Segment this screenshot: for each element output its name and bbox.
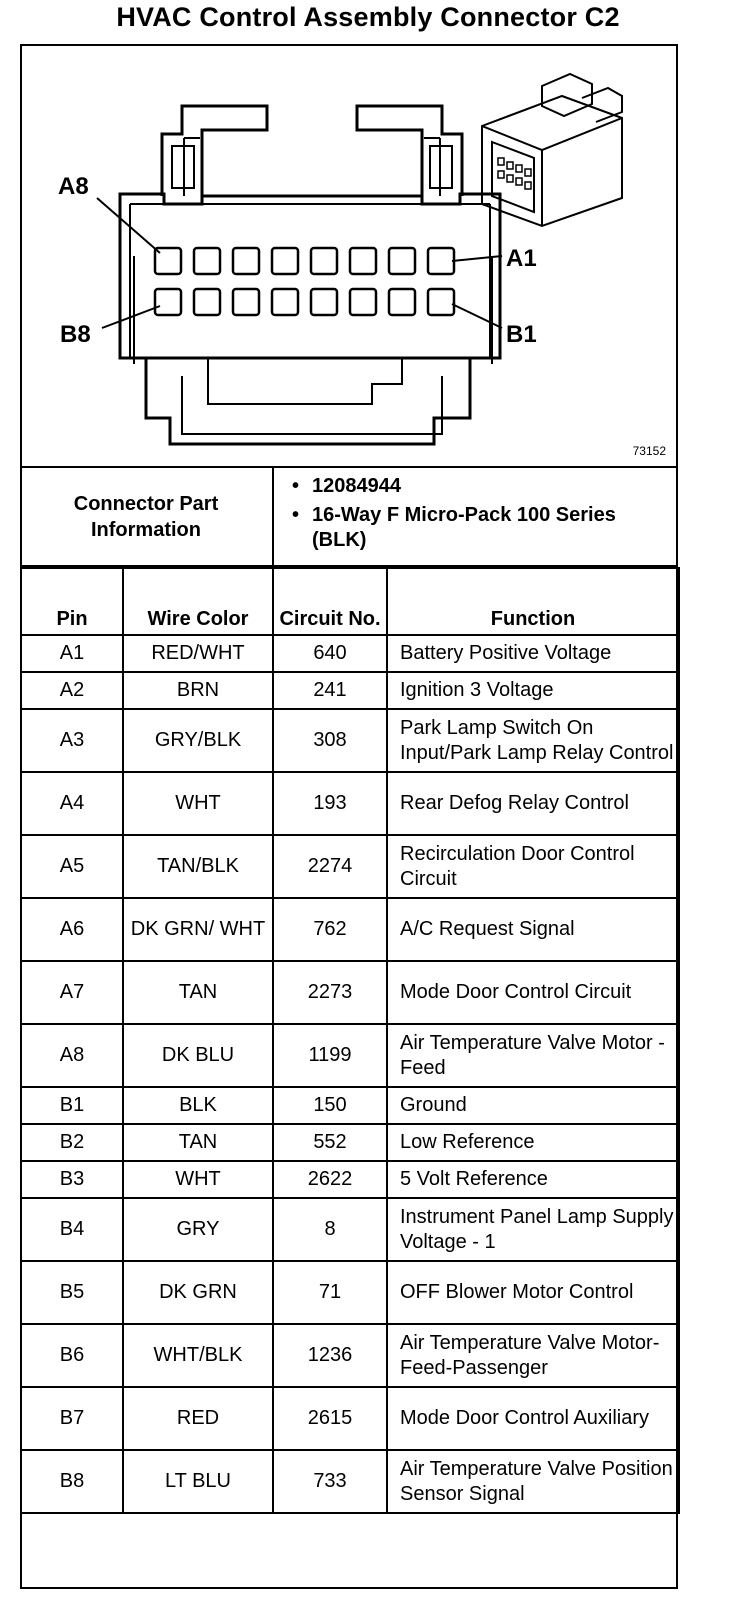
cell-wire-color: WHT xyxy=(123,772,273,835)
cell-pin: B2 xyxy=(21,1124,123,1161)
connector-isometric-image xyxy=(482,74,622,226)
cell-circuit-no: 150 xyxy=(273,1087,387,1124)
connector-body xyxy=(120,194,500,358)
cell-function: Mode Door Control Auxiliary xyxy=(387,1387,679,1450)
cell-function: Recirculation Door Control Circuit xyxy=(387,835,679,898)
cell-pin: B3 xyxy=(21,1161,123,1198)
figure-number: 73152 xyxy=(632,444,666,458)
leader-b1 xyxy=(452,304,502,328)
cell-function: OFF Blower Motor Control xyxy=(387,1261,679,1324)
cell-function: Ignition 3 Voltage xyxy=(387,672,679,709)
header-wire-color: Wire Color xyxy=(123,568,273,635)
cell-function: Battery Positive Voltage xyxy=(387,635,679,672)
cell-function: Mode Door Control Circuit xyxy=(387,961,679,1024)
cell-circuit-no: 193 xyxy=(273,772,387,835)
connector-diagram xyxy=(22,46,676,466)
left-latch xyxy=(162,106,267,196)
cell-circuit-no: 640 xyxy=(273,635,387,672)
header-function: Function xyxy=(387,568,679,635)
cell-pin: A7 xyxy=(21,961,123,1024)
cell-pin: A8 xyxy=(21,1024,123,1087)
label-b1: B1 xyxy=(506,321,537,348)
table-row xyxy=(21,1450,679,1513)
cell-pin: A5 xyxy=(21,835,123,898)
cell-function: Park Lamp Switch On Input/Park Lamp Relay Control xyxy=(387,709,679,772)
cell-pin: B1 xyxy=(21,1087,123,1124)
cell-function: Rear Defog Relay Control xyxy=(387,772,679,835)
cell-circuit-no: 552 xyxy=(273,1124,387,1161)
cell-circuit-no: 1199 xyxy=(273,1024,387,1087)
table-row xyxy=(21,1024,679,1087)
cell-wire-color: WHT/BLK xyxy=(123,1324,273,1387)
table-header-row xyxy=(21,568,679,635)
cell-wire-color: DK GRN xyxy=(123,1261,273,1324)
cell-wire-color: GRY/BLK xyxy=(123,709,273,772)
cavity-row-b xyxy=(155,289,454,315)
connector-description: • 16-Way F Micro-Pack 100 Series (BLK) xyxy=(286,503,666,553)
part-number: • 12084944 xyxy=(286,474,666,499)
page-title: HVAC Control Assembly Connector C2 xyxy=(116,2,620,32)
cell-function: Instrument Panel Lamp Supply Voltage - 1 xyxy=(387,1198,679,1261)
table-row xyxy=(21,772,679,835)
cell-function: 5 Volt Reference xyxy=(387,1161,679,1198)
label-a8: A8 xyxy=(58,173,89,200)
header-circuit-no: Circuit No. xyxy=(273,568,387,635)
cell-wire-color: TAN xyxy=(123,1124,273,1161)
pinout-table xyxy=(20,567,680,1514)
cell-circuit-no: 2273 xyxy=(273,961,387,1024)
cell-wire-color: DK GRN/ WHT xyxy=(123,898,273,961)
connector-part-info xyxy=(20,466,678,567)
cell-pin: A1 xyxy=(21,635,123,672)
table-row xyxy=(21,1198,679,1261)
table-row xyxy=(21,961,679,1024)
cell-circuit-no: 71 xyxy=(273,1261,387,1324)
cell-wire-color: TAN xyxy=(123,961,273,1024)
cell-wire-color: GRY xyxy=(123,1198,273,1261)
cell-pin: B5 xyxy=(21,1261,123,1324)
table-row xyxy=(21,635,679,672)
cell-function: Air Temperature Valve Position Sensor Signal xyxy=(387,1450,679,1513)
cell-pin: A2 xyxy=(21,672,123,709)
cell-pin: B7 xyxy=(21,1387,123,1450)
table-row xyxy=(21,1387,679,1450)
table-row xyxy=(21,898,679,961)
cell-pin: A4 xyxy=(21,772,123,835)
cell-pin: A6 xyxy=(21,898,123,961)
cell-wire-color: WHT xyxy=(123,1161,273,1198)
connector-part-info-values xyxy=(286,474,666,557)
table-row xyxy=(21,672,679,709)
cell-wire-color: DK BLU xyxy=(123,1024,273,1087)
cell-wire-color: LT BLU xyxy=(123,1450,273,1513)
cell-pin: B8 xyxy=(21,1450,123,1513)
table-row xyxy=(21,835,679,898)
cell-pin: A3 xyxy=(21,709,123,772)
connector-part-info-label: Connector Part Information xyxy=(20,468,274,565)
cell-circuit-no: 8 xyxy=(273,1198,387,1261)
table-row xyxy=(21,1324,679,1387)
label-b8: B8 xyxy=(60,321,91,348)
cell-circuit-no: 308 xyxy=(273,709,387,772)
cell-wire-color: RED xyxy=(123,1387,273,1450)
cell-pin: B6 xyxy=(21,1324,123,1387)
cell-circuit-no: 1236 xyxy=(273,1324,387,1387)
cell-circuit-no: 762 xyxy=(273,898,387,961)
right-latch xyxy=(357,106,462,196)
cell-function: Air Temperature Valve Motor - Feed xyxy=(387,1024,679,1087)
table-row xyxy=(21,1124,679,1161)
cell-wire-color: BLK xyxy=(123,1087,273,1124)
cell-wire-color: BRN xyxy=(123,672,273,709)
cell-circuit-no: 2274 xyxy=(273,835,387,898)
cavity-row-a xyxy=(155,248,454,274)
cell-function: Low Reference xyxy=(387,1124,679,1161)
cell-function: A/C Request Signal xyxy=(387,898,679,961)
header-pin: Pin xyxy=(21,568,123,635)
table-row xyxy=(21,1087,679,1124)
table-row xyxy=(21,709,679,772)
cell-wire-color: TAN/BLK xyxy=(123,835,273,898)
cell-wire-color: RED/WHT xyxy=(123,635,273,672)
cell-circuit-no: 2622 xyxy=(273,1161,387,1198)
label-a1: A1 xyxy=(506,245,537,272)
cell-pin: B4 xyxy=(21,1198,123,1261)
cell-circuit-no: 2615 xyxy=(273,1387,387,1450)
cell-function: Ground xyxy=(387,1087,679,1124)
leader-a8 xyxy=(97,198,160,253)
cell-circuit-no: 241 xyxy=(273,672,387,709)
cell-function: Air Temperature Valve Motor-Feed-Passenger xyxy=(387,1324,679,1387)
table-row xyxy=(21,1261,679,1324)
leader-a1 xyxy=(452,256,502,261)
table-row xyxy=(21,1161,679,1198)
cell-circuit-no: 733 xyxy=(273,1450,387,1513)
